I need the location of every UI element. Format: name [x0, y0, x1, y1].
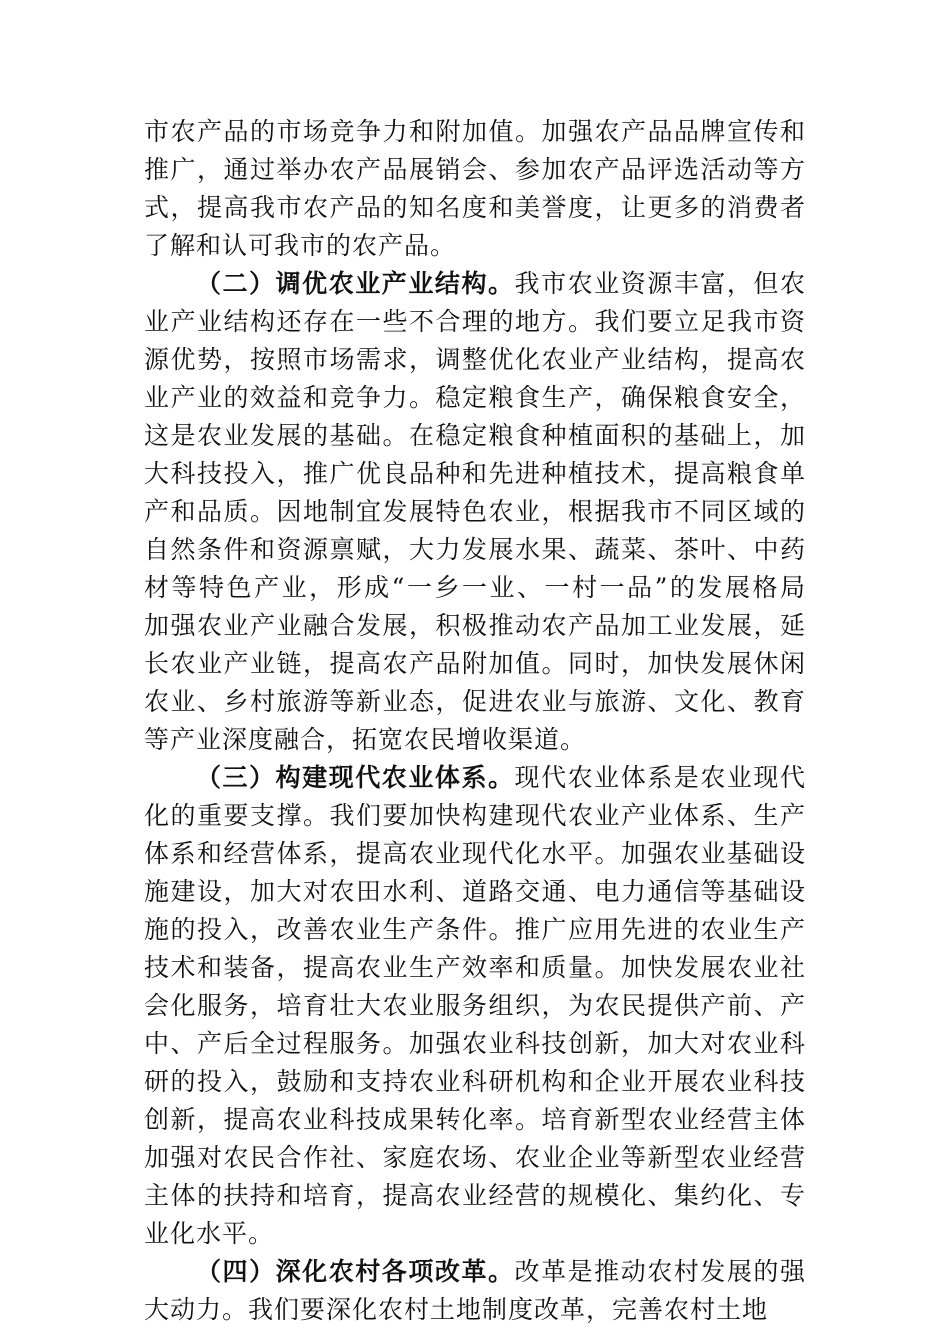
line-text: 等产业深度融合，拓宽农民增收渠道。 [144, 725, 587, 754]
line-text: 主体的扶持和培育，提高农业经营的规模化、集约化、专 [144, 1181, 806, 1210]
text-line [144, 948, 806, 988]
text-line [144, 454, 806, 494]
line-text: 业产业的效益和竞争力。稳定粮食生产，确保粮食安全， [144, 383, 806, 412]
line-text: 市农产品的市场竞争力和附加值。加强农产品品牌宣传和 [144, 117, 806, 146]
line-text: 施的投入，改善农业生产条件。推广应用先进的农业生产 [144, 915, 806, 944]
text-line [144, 796, 806, 836]
text-line [144, 340, 806, 380]
line-text: 化的重要支撑。我们要加快构建现代农业产业体系、生产 [144, 801, 806, 830]
text-line [144, 720, 806, 760]
section-heading-line [196, 1252, 806, 1292]
line-text: 长农业产业链，提高农产品附加值。同时，加快发展休闲 [144, 649, 806, 678]
text-line [144, 226, 806, 266]
text-line [144, 568, 806, 608]
text-line [144, 986, 806, 1026]
text-line [144, 910, 806, 950]
line-text: 源优势，按照市场需求，调整优化农业产业结构，提高农 [144, 345, 806, 374]
section-heading-line [196, 264, 806, 304]
line-text: 农业、乡村旅游等新业态，促进农业与旅游、文化、教育 [144, 687, 806, 716]
section-heading: （二）调优农业产业结构。 [196, 269, 515, 298]
line-text: 了解和认可我市的农产品。 [144, 231, 457, 260]
text-line [144, 834, 806, 874]
line-text: 业产业结构还存在一些不合理的地方。我们要立足我市资 [144, 307, 806, 336]
line-text: 推广，通过举办农产品展销会、参加农产品评选活动等方 [144, 155, 806, 184]
line-text: 研的投入，鼓励和支持农业科研机构和企业开展农业科技 [144, 1067, 806, 1096]
text-line [144, 872, 806, 912]
text-line [144, 1214, 806, 1254]
line-text: 改革是推动农村发展的强 [514, 1257, 806, 1286]
text-line [144, 1290, 806, 1330]
line-text: 自然条件和资源禀赋，大力发展水果、蔬菜、茶叶、中药 [144, 535, 806, 564]
line-text: 中、产后全过程服务。加强农业科技创新，加大对农业科 [144, 1029, 806, 1058]
line-text: 大动力。我们要深化农村土地制度改革，完善农村土地 [144, 1295, 769, 1324]
line-text: 会化服务，培育壮大农业服务组织，为农民提供产前、产 [144, 991, 806, 1020]
section-heading: （三）构建现代农业体系。 [196, 763, 515, 792]
line-text: 施建设，加大对农田水利、道路交通、电力通信等基础设 [144, 877, 806, 906]
line-text: 创新，提高农业科技成果转化率。培育新型农业经营主体 [144, 1105, 806, 1134]
section-heading-line [196, 758, 806, 798]
text-line [144, 1100, 806, 1140]
line-text: 我市农业资源丰富，但农 [514, 269, 806, 298]
text-line [144, 1024, 806, 1064]
text-line [144, 1176, 806, 1216]
line-text: 技术和装备，提高农业生产效率和质量。加快发展农业社 [144, 953, 806, 982]
line-text: 材等特色产业，形成“一乡一业、一村一品”的发展格局 [144, 573, 806, 602]
text-line [144, 530, 806, 570]
line-text: 现代农业体系是农业现代 [514, 763, 806, 792]
text-line [144, 188, 806, 228]
line-text: 产和品质。因地制宜发展特色农业，根据我市不同区域的 [144, 497, 806, 526]
text-line [144, 302, 806, 342]
line-text: 业化水平。 [144, 1219, 275, 1248]
line-text: 这是农业发展的基础。在稳定粮食种植面积的基础上，加 [144, 421, 806, 450]
line-text: 加强农业产业融合发展，积极推动农产品加工业发展，延 [144, 611, 806, 640]
text-line [144, 416, 806, 456]
line-text: 加强对农民合作社、家庭农场、农业企业等新型农业经营 [144, 1143, 806, 1172]
line-text: 体系和经营体系，提高农业现代化水平。加强农业基础设 [144, 839, 806, 868]
text-line [144, 492, 806, 532]
section-heading: （四）深化农村各项改革。 [196, 1257, 515, 1286]
line-text: 式，提高我市农产品的知名度和美誉度，让更多的消费者 [144, 193, 806, 222]
text-line [144, 1138, 806, 1178]
text-line [144, 1062, 806, 1102]
line-text: 大科技投入，推广优良品种和先进种植技术，提高粮食单 [144, 459, 806, 488]
text-line [144, 606, 806, 646]
text-line [144, 150, 806, 190]
text-line [144, 378, 806, 418]
text-line [144, 112, 806, 152]
text-line [144, 644, 806, 684]
text-line [144, 682, 806, 722]
